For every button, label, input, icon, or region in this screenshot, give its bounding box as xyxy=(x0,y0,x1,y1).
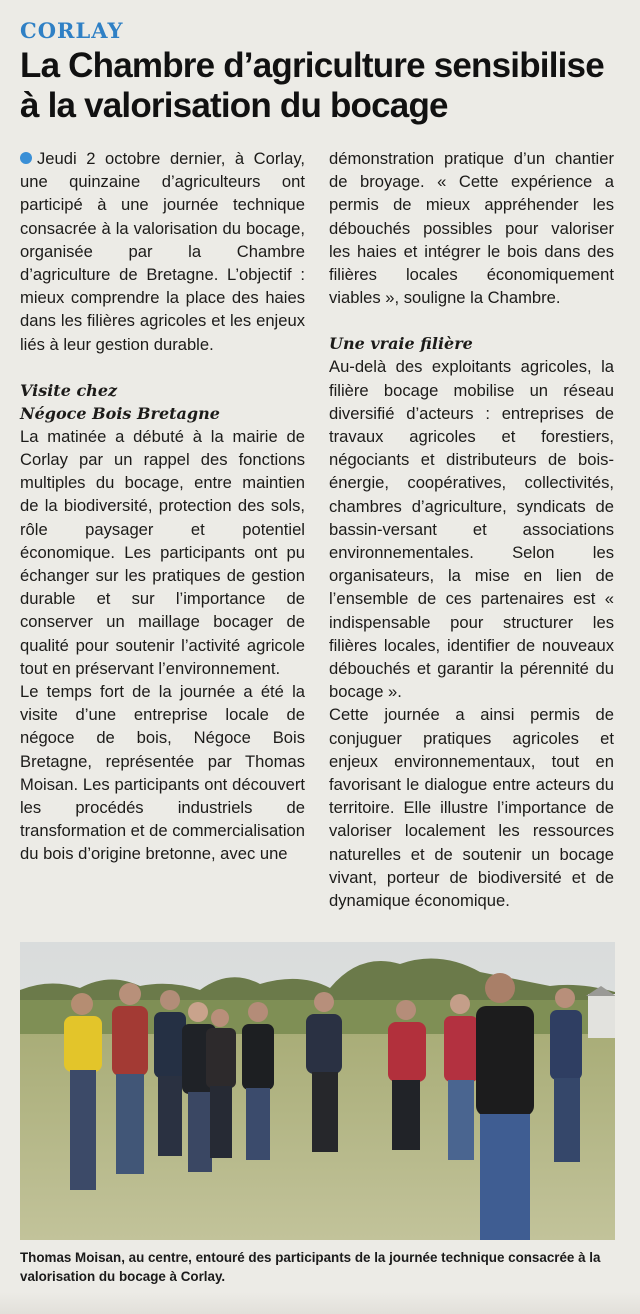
section1-title-line-2: Négoce Bois Bretagne xyxy=(20,403,220,423)
section2-paragraph-2: Cette journée a ainsi permis de conjuguer pratiques agricoles et enjeux environnementaux, tout en favorisant le dialogue entre acteurs du territoire. Elle illustre l’importance de valoriser localement les ressources naturelles et de soutenir un bocage vivant, porteur de biodiversité et de dynamique économique. xyxy=(329,705,614,911)
intro-text: Jeudi 2 octobre dernier, à Corlay, une quinzaine d’agriculteurs ont participé à une journée technique consacrée à la valorisation du bocage, organisée par la Chambre d’agriculture de Bretagne. L’objectif : mieux comprendre la place des haies dans les filières agricoles et les enjeux liés à leur gestion durable. xyxy=(20,149,305,354)
location-kicker: CORLAY xyxy=(20,18,124,43)
headline-line-2: à la valorisation du bocage xyxy=(20,86,448,125)
section1-paragraph-1: La matinée a débuté à la mairie de Corlay par un rappel des fonctions multiples du bocage, entre maintien de la biodiversité, protection des sols, rôle paysager et potentiel économique. Les participants ont pu échanger sur les pratiques de gestion durable et sur l’importance de conserver un maillage bocager de qualité pour soutenir l’activité agricole tout en préservant l’environnement. xyxy=(20,426,305,678)
section1-paragraph-2: Le temps fort de la journée a été la visite d’une entreprise locale de négoce de bois, Négoce Bois Bretagne, représentée par Thomas Moisan. Les participants ont découvert les procédés industriels de transformation et de commercialisation du bois d’origine bretonne, avec une xyxy=(20,682,305,864)
section2-title: Une vraie filière xyxy=(329,334,473,354)
photo-caption: Thomas Moisan, au centre, entouré des participants de la journée technique consacrée à la valorisation du bocage à Corlay. xyxy=(20,1250,601,1284)
section2-paragraph-1: Au-delà des exploitants agricoles, la filière bocage mobilise un réseau diversifié d’acteurs : entreprises de travaux agricoles et forestiers, négociants et distributeurs de bois-énergie, coopératives, collectivités, chambres d’agriculture, syndicats de bassin-versant et associations environnementales. Selon les organisateurs, la mise en lien de l’ensemble de ces partenaires est « indispensable pour structurer les filières locales, identifier de nouveaux débouchés et garantir la pérennité du bocage ». xyxy=(329,357,614,702)
right-column xyxy=(329,147,614,912)
section1-paragraph-2-continued: démonstration pratique d’un chantier de broyage. « Cette expérience a permis de mieux appréhender les débouchés possibles pour valoriser les haies et intégrer le bois dans des filières locales économiquement viables », souligne la Chambre. xyxy=(329,149,614,308)
headline-line-1: La Chambre d’agriculture sensibilise xyxy=(20,46,604,85)
article-headline xyxy=(20,46,625,126)
group-photo xyxy=(20,942,615,1240)
intro-paragraph xyxy=(20,147,305,356)
left-column xyxy=(20,147,305,866)
bullet-icon xyxy=(20,152,32,164)
section1-title-line-1: Visite chez xyxy=(20,380,118,400)
group-photo-illustration xyxy=(20,942,615,1240)
